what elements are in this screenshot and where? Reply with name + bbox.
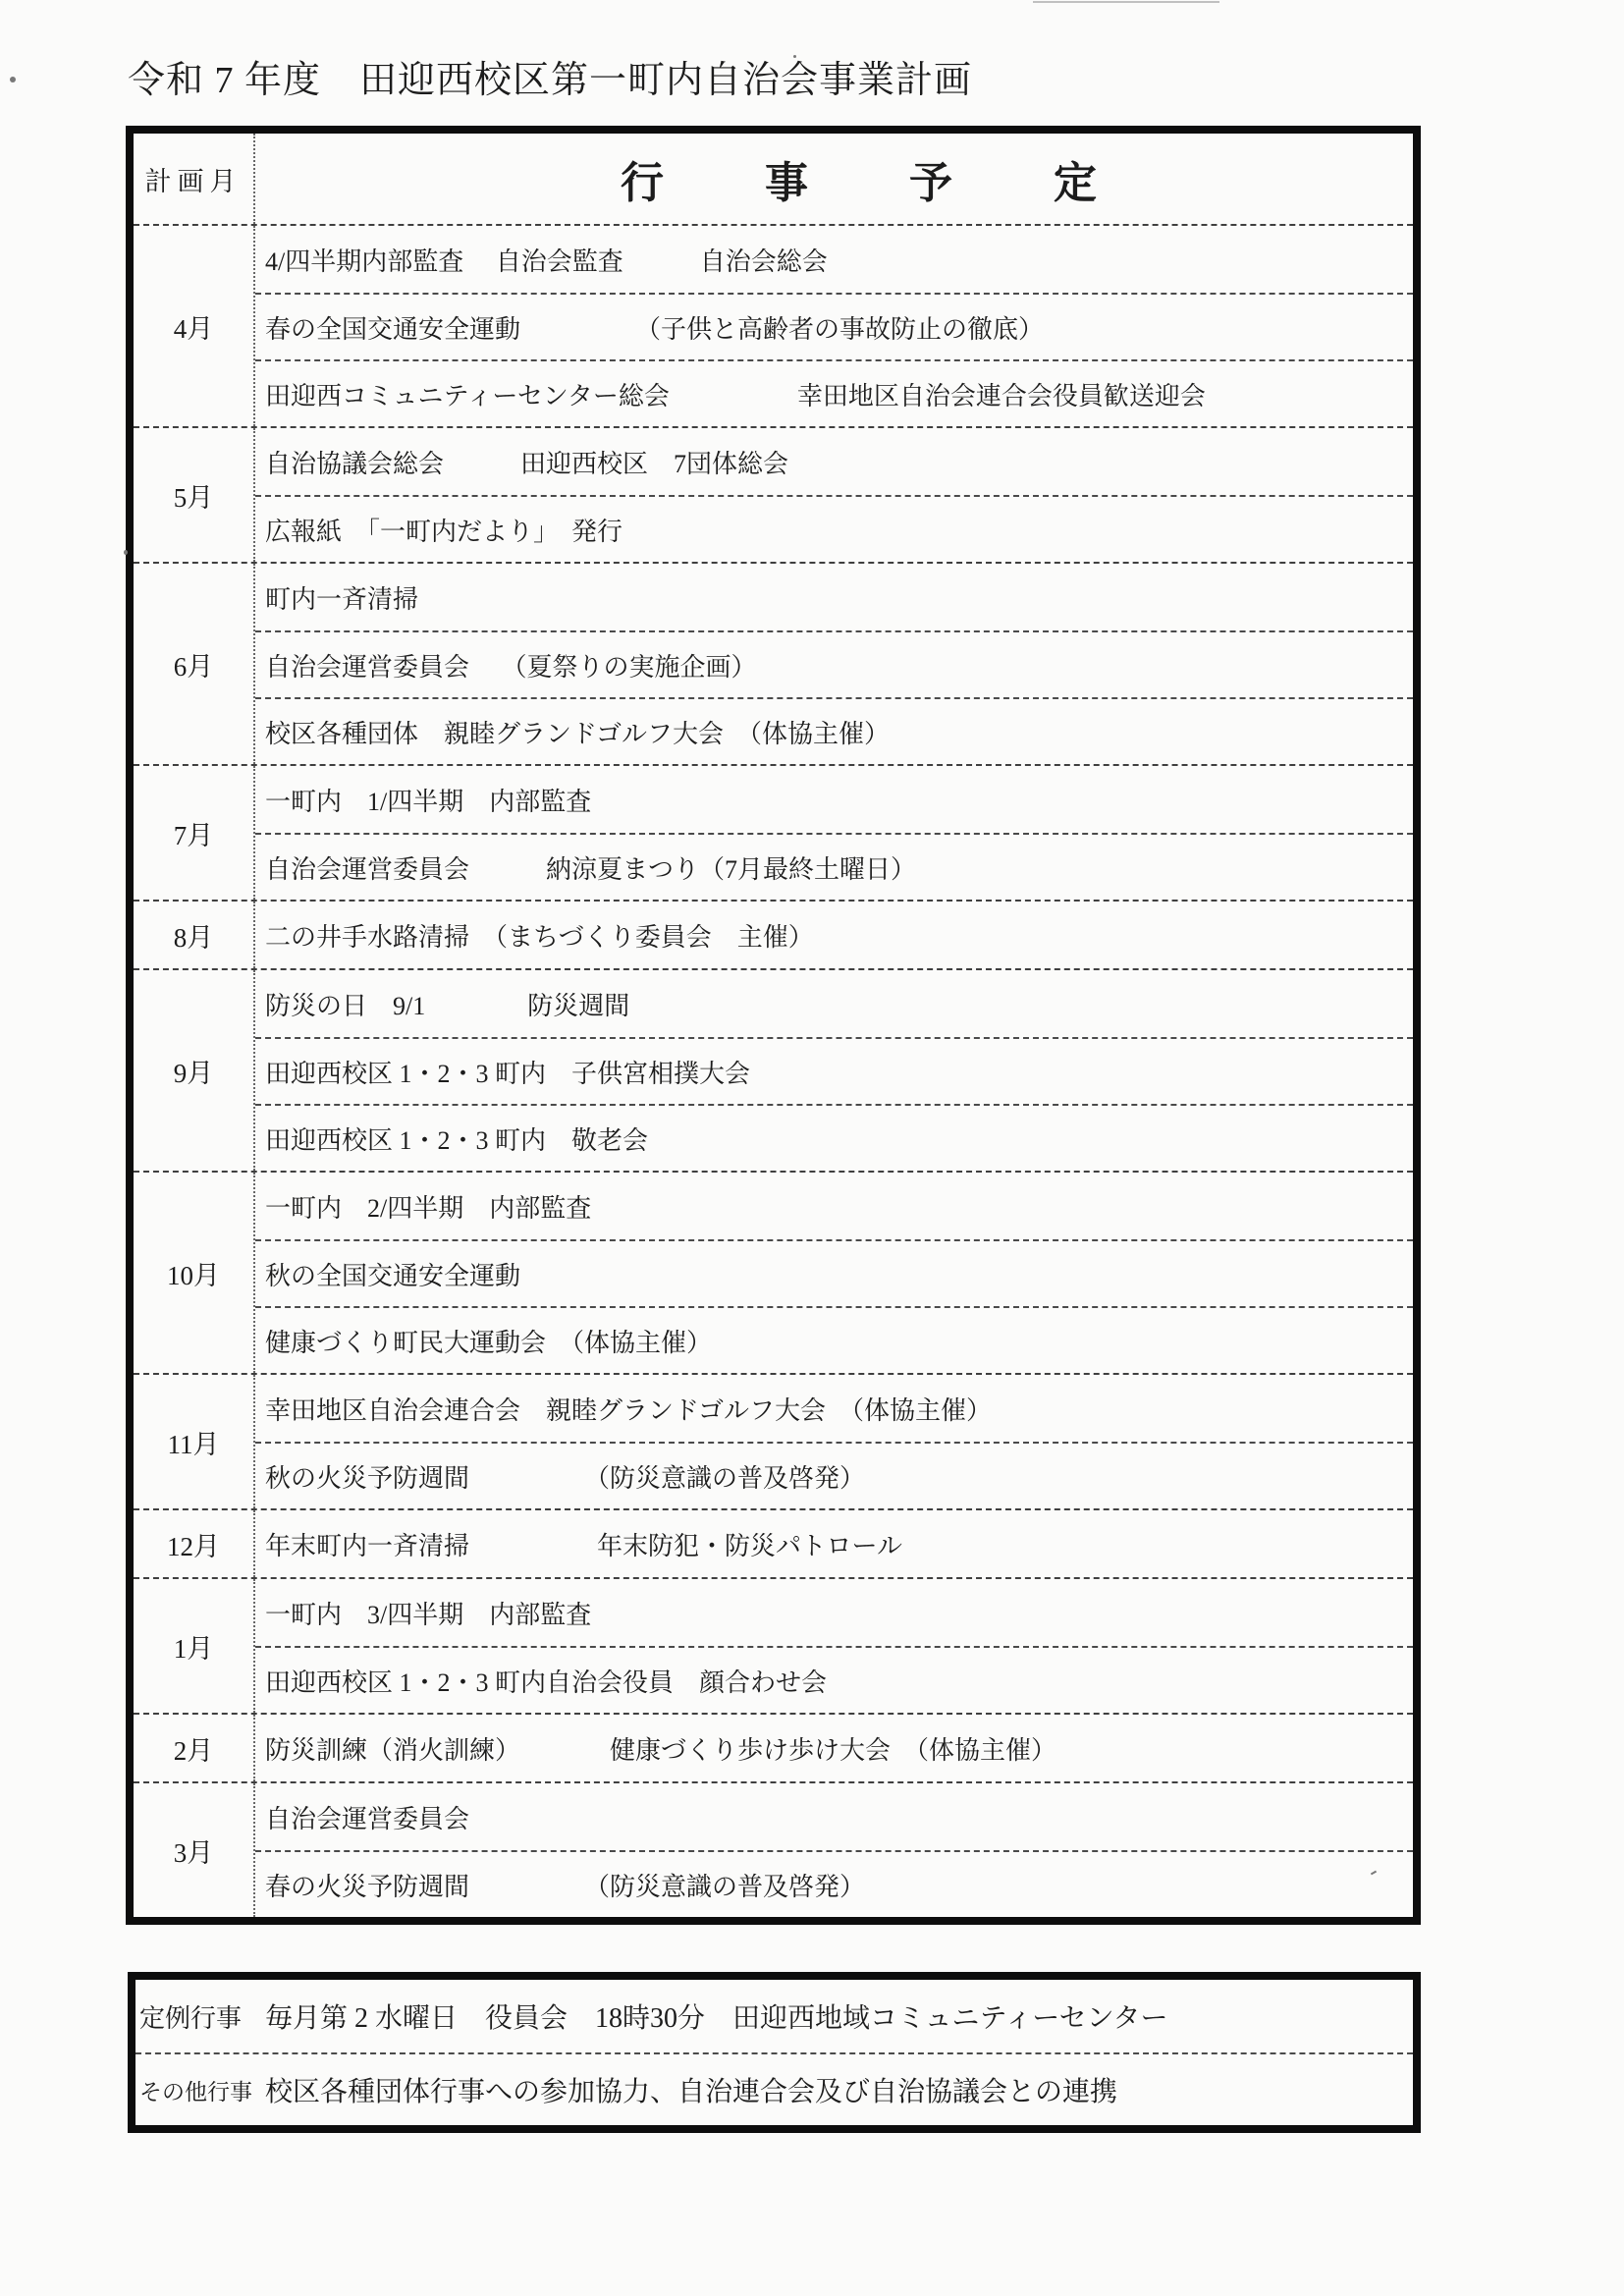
table-header-row xyxy=(134,134,1413,226)
month-label: 3月 xyxy=(134,1783,255,1917)
note-row xyxy=(135,1980,1413,2052)
schedule-row: 自治会運営委員会 （夏祭りの実施企画） xyxy=(255,630,1413,697)
note-label: 定例行事 xyxy=(139,2003,243,2033)
events-column xyxy=(255,902,1413,968)
schedule-row: 田迎西校区 1・2・3 町内自治会役員 顔合わせ会 xyxy=(255,1646,1413,1713)
month-group xyxy=(134,426,1413,562)
schedule-row: 一町内 1/四半期 内部監査 xyxy=(265,787,592,816)
events-column xyxy=(255,1510,1413,1577)
note-row xyxy=(135,2052,1413,2125)
month-group xyxy=(134,562,1413,764)
schedule-row: 田迎西コミュニティーセンター総会 幸田地区自治会連合会役員歓送迎会 xyxy=(255,359,1413,426)
schedule-row: 一町内 2/四半期 内部監査 xyxy=(265,1193,592,1223)
table-body xyxy=(134,226,1413,1917)
page-title: 令和 7 年度 田迎西校区第一町内自治会事業計画 xyxy=(128,60,973,101)
schedule-row: 自治会運営委員会 納涼夏まつり（7月最終土曜日） xyxy=(255,833,1413,900)
events-column xyxy=(255,564,1413,764)
schedule-row: 防災の日 9/1 防災週間 xyxy=(265,991,630,1020)
schedule-row: 秋の火災予防週間 （防災意識の普及啓発） xyxy=(255,1442,1413,1508)
month-label: 5月 xyxy=(134,428,255,562)
events-column xyxy=(255,226,1413,426)
month-label: 10月 xyxy=(134,1173,255,1373)
schedule-row: 健康づくり町民大運動会 （体協主催） xyxy=(255,1306,1413,1373)
notes-box-body xyxy=(135,1980,1413,2125)
month-label: 4月 xyxy=(134,226,255,426)
schedule-row: 春の火災予防週間 （防災意識の普及啓発） xyxy=(255,1850,1413,1917)
month-group xyxy=(134,1373,1413,1508)
month-group xyxy=(134,968,1413,1171)
month-label: 7月 xyxy=(134,766,255,900)
schedule-row: 4/四半期内部監査 自治会監査 自治会総会 xyxy=(265,246,828,276)
schedule-table xyxy=(126,126,1421,1925)
events-column xyxy=(255,1173,1413,1373)
note-label: その他行事 xyxy=(139,2079,252,2105)
notes-box xyxy=(128,1972,1421,2133)
events-column xyxy=(255,1375,1413,1508)
schedule-row: 田迎西校区 1・2・3 町内 敬老会 xyxy=(255,1104,1413,1171)
schedule-row: 春の全国交通安全運動 （子供と高齢者の事故防止の徹底） xyxy=(255,293,1413,359)
month-group xyxy=(134,1781,1413,1917)
month-label: 12月 xyxy=(134,1510,255,1577)
events-column xyxy=(255,1783,1413,1917)
month-label: 8月 xyxy=(134,902,255,968)
month-label: 2月 xyxy=(134,1715,255,1781)
schedule-row: 田迎西校区 1・2・3 町内 子供宮相撲大会 xyxy=(255,1037,1413,1104)
schedule-row: 自治協議会総会 田迎西校区 7団体総会 xyxy=(265,449,789,478)
schedule-row: 校区各種団体 親睦グランドゴルフ大会 （体協主催） xyxy=(255,697,1413,764)
month-group xyxy=(134,900,1413,968)
month-label: 1月 xyxy=(134,1579,255,1713)
header-events-column: 行 事 予 定 xyxy=(621,159,1102,207)
schedule-row: 二の井手水路清掃 （まちづくり委員会 主催） xyxy=(265,922,814,952)
month-group xyxy=(134,1508,1413,1577)
header-month-column: 計画月 xyxy=(134,134,255,224)
month-label: 6月 xyxy=(134,564,255,764)
month-group xyxy=(134,1171,1413,1373)
month-group xyxy=(134,226,1413,426)
month-label: 9月 xyxy=(134,970,255,1171)
schedule-row: 一町内 3/四半期 内部監査 xyxy=(265,1600,592,1629)
schedule-row: 自治会運営委員会 xyxy=(265,1804,470,1833)
schedule-row: 幸田地区自治会連合会 親睦グランドゴルフ大会 （体協主催） xyxy=(265,1395,992,1425)
month-group xyxy=(134,1577,1413,1713)
scan-speck xyxy=(10,77,16,82)
schedule-row: 町内一斉清掃 xyxy=(265,584,419,614)
scan-edge-artifact xyxy=(1033,1,1219,3)
month-group xyxy=(134,764,1413,900)
schedule-row: 年末町内一斉清掃 年末防犯・防災パトロール xyxy=(265,1531,902,1560)
scan-speck xyxy=(793,55,796,58)
note-text: 校区各種団体行事への参加協力、自治連合会及び自治協議会との連携 xyxy=(265,2077,1118,2107)
events-column xyxy=(255,428,1413,562)
month-group xyxy=(134,1713,1413,1781)
schedule-row: 秋の全国交通安全運動 xyxy=(255,1239,1413,1306)
month-label: 11月 xyxy=(134,1375,255,1508)
events-column xyxy=(255,1715,1413,1781)
schedule-row: 広報紙 「一町内だより」 発行 xyxy=(255,495,1413,562)
events-column xyxy=(255,1579,1413,1713)
events-column xyxy=(255,970,1413,1171)
scan-speck xyxy=(124,550,128,555)
note-text: 毎月第 2 水曜日 役員会 18時30分 田迎西地域コミュニティーセンター xyxy=(265,2003,1168,2034)
schedule-row: 防災訓練（消火訓練） 健康づくり歩け歩け大会 （体協主催） xyxy=(265,1735,1057,1765)
events-column xyxy=(255,766,1413,900)
